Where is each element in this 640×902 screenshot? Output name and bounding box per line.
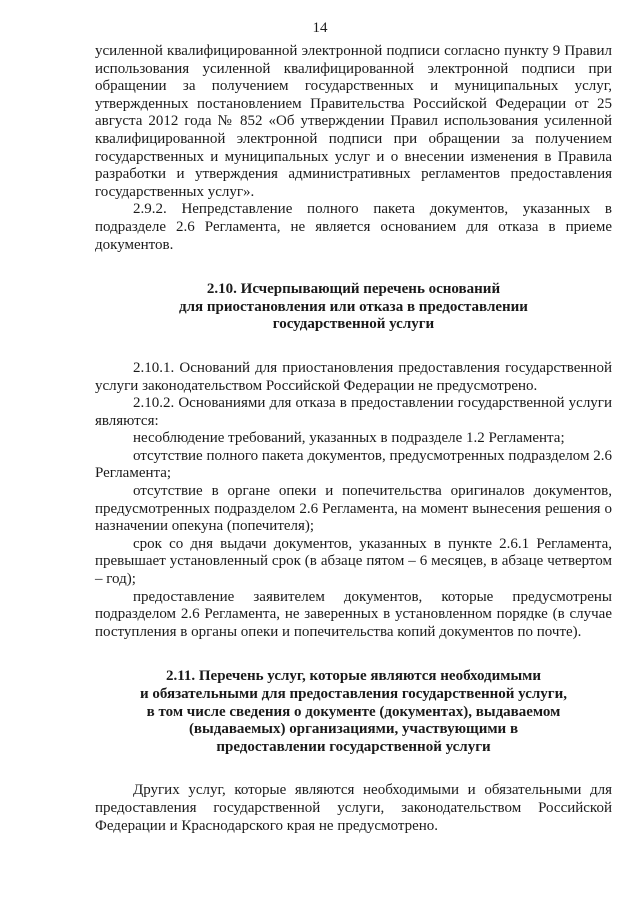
paragraph-continuation: усиленной квалифицированной электронной подписи согласно пункту 9 Правил использования усиленной квалифицированной электронной подписи при обращении за получением государственных и муниципальных услуг, утвержденных постановлением Правительства Российской Федерации от 25 августа 2012 года № 852 «Об утверждении Правил использования усиленной квалифицированной электронной подписи при обращении за получением государственных и муниципальных услуг и о внесении изменения в Правила разработки и утверждения административных регламентов предоставления государственных услуг».: [95, 43, 612, 200]
paragraph-2-10-2: 2.10.2. Основаниями для отказа в предоставлении государственной услуги являются:: [95, 395, 612, 429]
heading-line: 2.11. Перечень услуг, которые являются необходимыми: [165, 668, 542, 685]
heading-line: в том числе сведения о документе (документах), выдаваемом: [146, 703, 561, 720]
section-heading-2-11: [95, 668, 612, 756]
heading-line: государственной услуги: [272, 316, 435, 333]
list-item: отсутствие в органе опеки и попечительства оригиналов документов, предусмотренных подразделом 2.6 Регламента, на момент вынесения решения о назначении опекуна (попечителя);: [95, 483, 612, 535]
heading-line: (выдаваемых) организациями, участвующими в: [188, 721, 519, 738]
paragraph-2-9-2: 2.9.2. Непредставление полного пакета документов, указанных в подразделе 2.6 Регламента, не является основанием для отказа в приеме документов.: [95, 201, 612, 253]
page-number: 14: [312, 20, 328, 36]
heading-line: 2.10. Исчерпывающий перечень оснований: [206, 281, 501, 298]
list-item: предоставление заявителем документов, которые предусмотрены подразделом 2.6 Регламента, не заверенных в установленном порядке (в случае поступления в органы опеки и попечительства копий документов по почте).: [95, 588, 612, 640]
page-content: [95, 43, 612, 835]
heading-line: для приостановления или отказа в предоставлении: [179, 298, 528, 315]
section-2-10-body: [95, 360, 612, 642]
paragraph-2-11: Других услуг, которые являются необходимыми и обязательными для предоставления государственной услуги, законодательством Российской Федерации и Краснодарского края не предусмотрено.: [95, 782, 612, 834]
list-item: несоблюдение требований, указанных в подразделе 1.2 Регламента;: [133, 430, 565, 447]
list-item: отсутствие полного пакета документов, предусмотренных подразделом 2.6 Регламента;: [95, 447, 612, 482]
paragraph-2-10-1: 2.10.1. Оснований для приостановления предоставления государственной услуги законодательством Российской Федерации не предусмотрено.: [95, 359, 612, 394]
section-heading-2-10: [95, 281, 612, 334]
heading-line: предоставлении государственной услуги: [216, 738, 491, 755]
heading-line: и обязательными для предоставления государственной услуги,: [139, 686, 567, 702]
list-item: срок со дня выдачи документов, указанных в пункте 2.6.1 Регламента, превышает установленный срок (в абзаце пятом – 6 месяцев, в абзаце четвертом – год);: [95, 535, 612, 588]
section-2-11-body: [95, 782, 612, 835]
